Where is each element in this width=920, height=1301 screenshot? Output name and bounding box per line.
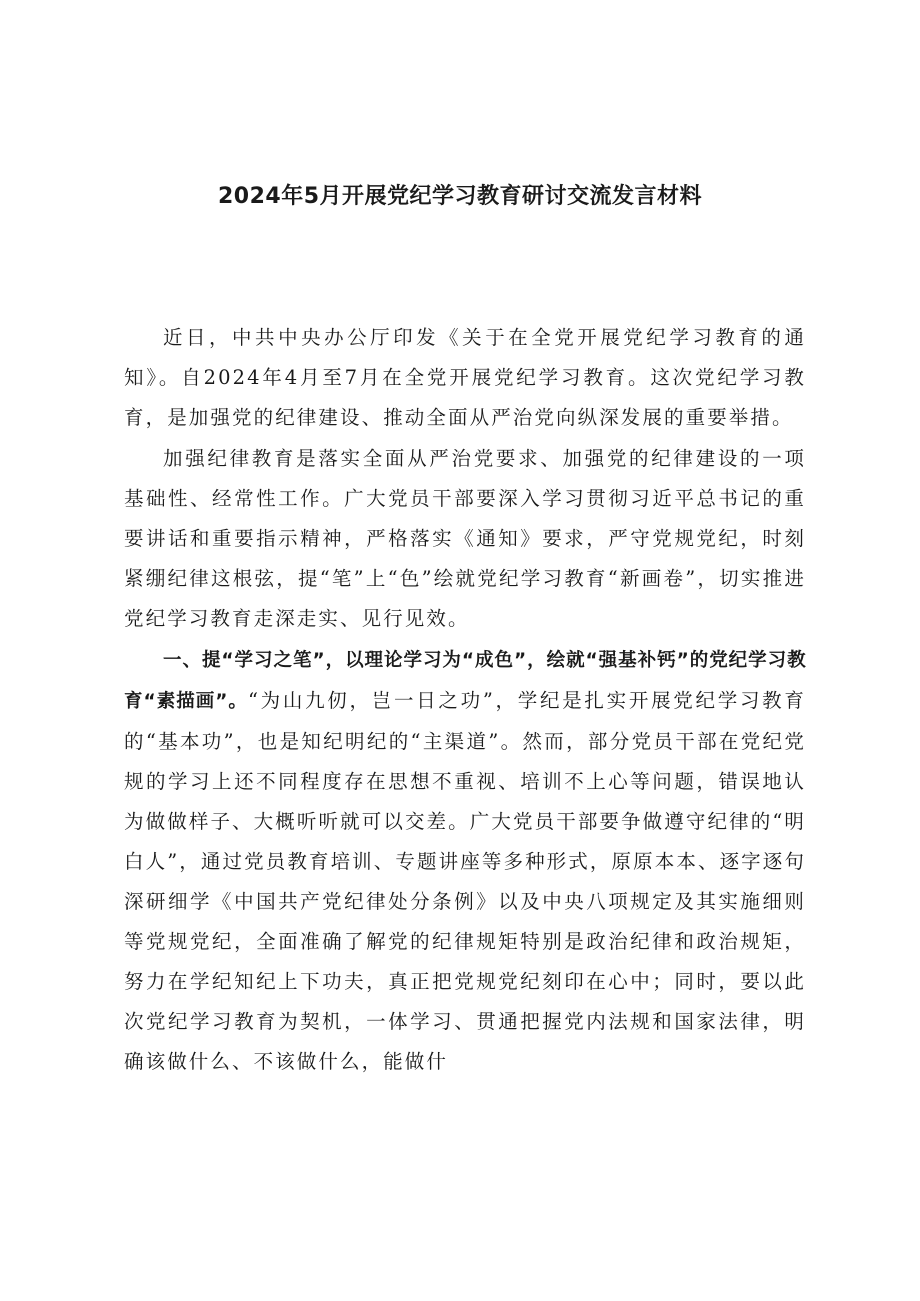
paragraph-intro — [124, 318, 806, 438]
section-one-heading: 一、提“学习之笔”，以理论学习为“成色”，绘就“强基补钙”的党纪学习教育“素描画”。 — [124, 650, 806, 712]
document-title: 2024年5月开展党纪学习教育研讨交流发言材料 — [217, 184, 703, 209]
paragraph-intro-text: 近日，中共中央办公厅印发《关于在全党开展党纪学习教育的通知》。自2024年4月至7月在全党开展党纪学习教育。这次党纪学习教育，是加强党的纪律建设、推动全面从严治党向纵深发展的重要举措。 — [124, 326, 806, 429]
section-one-text: “为山九仞，岂一日之功”，学纪是扎实开展党纪学习教育的“基本功”，也是知纪明纪的“主渠道”。然而，部分党员干部在党纪党规的学习上还不同程度存在思想不重视、培训不上心等问题，错误地认为做做样子、大概听听就可以交差。广大党员干部要争做遵守纪律的“明白人”，通过党员教育培训、专题讲座等多种形式，原原本本、逐字逐句深研细学《中国共产党纪律处分条例》以及中央八项规定及其实施细则等党规党纪，全面准确了解党的纪律规矩特别是政治纪律和政治规矩，努力在学纪知纪上下功夫，真正把党规党纪刻印在心中；同时，要以此次党纪学习教育为契机，一体学习、贯通把握党内法规和国家法律，明确该做什么、不该做什么，能做什 — [124, 689, 806, 1073]
paragraph-discipline-education — [124, 439, 806, 639]
paragraph-discipline-text: 加强纪律教育是落实全面从严治党要求、加强党的纪律建设的一项基础性、经常性工作。广大党员干部要深入学习贯彻习近平总书记的重要讲话和重要指示精神，严格落实《通知》要求，严守党规党纪，时刻紧绷纪律这根弦，提“笔”上“色”绘就党纪学习教育“新画卷”，切实推进党纪学习教育走深走实、见行见效。 — [124, 447, 806, 630]
document-body — [124, 318, 806, 1082]
paragraph-section-one — [124, 640, 806, 1082]
